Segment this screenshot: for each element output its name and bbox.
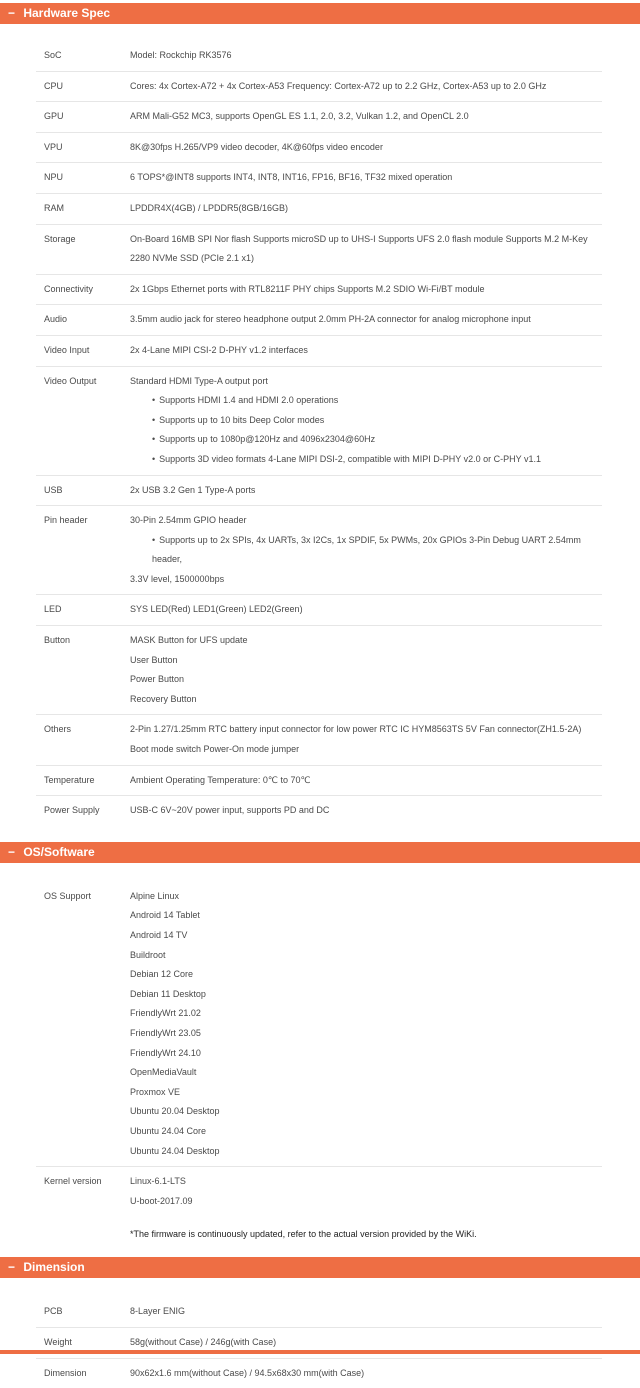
spec-line: Android 14 Tablet [130,906,596,926]
spec-key: NPU [36,168,130,188]
spec-row [36,305,602,336]
spec-key: Kernel version [36,1172,130,1211]
spec-bullet: • Supports HDMI 1.4 and HDMI 2.0 operations [130,391,596,411]
spec-line: 2x USB 3.2 Gen 1 Type-A ports [130,481,596,501]
spec-value [130,138,602,158]
spec-row [36,367,602,476]
spec-line: 6 TOPS*@INT8 supports INT4, INT8, INT16, FP16, BF16, TF32 mixed operation [130,168,596,188]
spec-line: FriendlyWrt 23.05 [130,1024,596,1044]
spec-value [130,230,602,269]
spec-row [36,102,602,133]
spec-line: MASK Button for UFS update [130,631,596,651]
spec-line: Debian 12 Core [130,965,596,985]
dimension-table [36,1297,602,1388]
spec-value [130,511,602,589]
spec-key: Audio [36,310,130,330]
spec-line: 58g(without Case) / 246g(with Case) [130,1333,596,1353]
spec-line: Linux-6.1-LTS [130,1172,596,1192]
spec-row [36,336,602,367]
spec-key: CPU [36,77,130,97]
spec-line: Buildroot [130,946,596,966]
spec-row [36,1359,602,1388]
spec-line: 8-Layer ENIG [130,1302,596,1322]
spec-value [130,801,602,821]
spec-line: U-boot-2017.09 [130,1192,596,1212]
spec-key: PCB [36,1302,130,1322]
spec-line: OpenMediaVault [130,1063,596,1083]
os-software-table [36,882,602,1217]
spec-value [130,372,602,470]
spec-line: Ubuntu 24.04 Core [130,1122,596,1142]
spec-line: Standard HDMI Type-A output port [130,372,596,392]
spec-line: Recovery Button [130,690,596,710]
hardware-spec-table [36,41,602,826]
spec-row [36,1167,602,1216]
spec-key: Pin header [36,511,130,589]
spec-line: 2-Pin 1.27/1.25mm RTC battery input connector for low power RTC IC HYM8563TS 5V Fan connector(ZH1.5-2A) [130,720,596,740]
dimension-header[interactable] [0,1257,640,1278]
spec-line: 30-Pin 2.54mm GPIO header [130,511,596,531]
spec-line: USB-C 6V~20V power input, supports PD and DC [130,801,596,821]
section-title: Dimension [23,1260,84,1274]
spec-line: 2280 NVMe SSD (PCIe 2.1 x1) [130,249,596,269]
spec-value [130,199,602,219]
spec-row [36,133,602,164]
spec-line: Ambient Operating Temperature: 0℃ to 70℃ [130,771,596,791]
spec-value [130,46,602,66]
spec-row [36,626,602,715]
spec-line: FriendlyWrt 24.10 [130,1044,596,1064]
spec-value [130,1364,602,1384]
spec-line: SYS LED(Red) LED1(Green) LED2(Green) [130,600,596,620]
spec-row [36,1297,602,1328]
section-title: Hardware Spec [23,6,110,20]
spec-key: Others [36,720,130,759]
spec-row [36,194,602,225]
spec-row [36,225,602,275]
spec-row [36,72,602,103]
spec-value [130,1302,602,1322]
spec-key: Dimension [36,1364,130,1384]
spec-line: FriendlyWrt 21.02 [130,1004,596,1024]
spec-key: SoC [36,46,130,66]
spec-line: 3.3V level, 1500000bps [130,570,596,590]
spec-line: Proxmox VE [130,1083,596,1103]
spec-line: Ubuntu 24.04 Desktop [130,1142,596,1162]
spec-line: 2x 4-Lane MIPI CSI-2 D-PHY v1.2 interfaces [130,341,596,361]
spec-key: RAM [36,199,130,219]
spec-row [36,766,602,797]
spec-key: LED [36,600,130,620]
spec-value [130,341,602,361]
spec-line: Power Button [130,670,596,690]
spec-line: On-Board 16MB SPI Nor flash Supports microSD up to UHS-I Supports UFS 2.0 flash module Supports M.2 M-Key [130,230,596,250]
spec-row [36,41,602,72]
section-title: OS/Software [23,845,94,859]
spec-line: Model: Rockchip RK3576 [130,46,596,66]
spec-key: Button [36,631,130,709]
spec-value [130,481,602,501]
spec-line: Debian 11 Desktop [130,985,596,1005]
spec-row [36,595,602,626]
spec-value [130,107,602,127]
spec-row [36,275,602,306]
spec-row [36,796,602,826]
spec-key: USB [36,481,130,501]
spec-value [130,771,602,791]
spec-value [130,310,602,330]
spec-key: VPU [36,138,130,158]
spec-bullet: • Supports up to 1080p@120Hz and 4096x2304@60Hz [130,430,596,450]
spec-row [36,506,602,595]
spec-bullet: • Supports 3D video formats 4-Lane MIPI DSI-2, compatible with MIPI D-PHY v2.0 or C-PHY v1.1 [130,450,596,470]
spec-line: Ubuntu 20.04 Desktop [130,1102,596,1122]
spec-key: OS Support [36,887,130,1161]
spec-line: 8K@30fps H.265/VP9 video decoder, 4K@60fps video encoder [130,138,596,158]
spec-key: GPU [36,107,130,127]
spec-value [130,168,602,188]
spec-row [36,882,602,1167]
firmware-note: *The firmware is continuously updated, refer to the actual version provided by the WiKi. [130,1224,640,1245]
spec-key: Power Supply [36,801,130,821]
spec-line: 3.5mm audio jack for stereo headphone output 2.0mm PH-2A connector for analog microphone input [130,310,596,330]
spec-value [130,720,602,759]
spec-line: Alpine Linux [130,887,596,907]
spec-key: Connectivity [36,280,130,300]
spec-value [130,1172,602,1211]
spec-value [130,280,602,300]
spec-value [130,600,602,620]
spec-line: Cores: 4x Cortex-A72 + 4x Cortex-A53 Frequency: Cortex-A72 up to 2.2 GHz, Cortex-A53 up to 2.0 GHz [130,77,596,97]
hardware-spec-header[interactable] [0,3,640,24]
spec-value [130,887,602,1161]
spec-bullet: • Supports up to 10 bits Deep Color modes [130,411,596,431]
spec-key: Temperature [36,771,130,791]
spec-key: Video Output [36,372,130,470]
spec-key: Video Input [36,341,130,361]
spec-line: LPDDR4X(4GB) / LPDDR5(8GB/16GB) [130,199,596,219]
spec-value [130,631,602,709]
collapse-icon[interactable]: − [8,842,20,863]
spec-line: 2x 1Gbps Ethernet ports with RTL8211F PHY chips Supports M.2 SDIO Wi-Fi/BT module [130,280,596,300]
spec-row [36,476,602,507]
spec-key: Storage [36,230,130,269]
os-software-header[interactable] [0,842,640,863]
collapse-icon[interactable]: − [8,3,20,24]
spec-line: User Button [130,651,596,671]
collapse-icon[interactable]: − [8,1257,20,1278]
spec-line: Android 14 TV [130,926,596,946]
spec-bullet: • Supports up to 2x SPIs, 4x UARTs, 3x I2Cs, 1x SPDIF, 5x PWMs, 20x GPIOs 3-Pin Debug UART 2.54mm header, [130,531,596,570]
spec-row [36,163,602,194]
spec-value [130,77,602,97]
spec-line: ARM Mali-G52 MC3, supports OpenGL ES 1.1, 2.0, 3.2, Vulkan 1.2, and OpenCL 2.0 [130,107,596,127]
spec-row [36,715,602,765]
spec-key: Weight [36,1333,130,1353]
spec-line: Boot mode switch Power-On mode jumper [130,740,596,760]
spec-line: 90x62x1.6 mm(without Case) / 94.5x68x30 mm(with Case) [130,1364,596,1384]
